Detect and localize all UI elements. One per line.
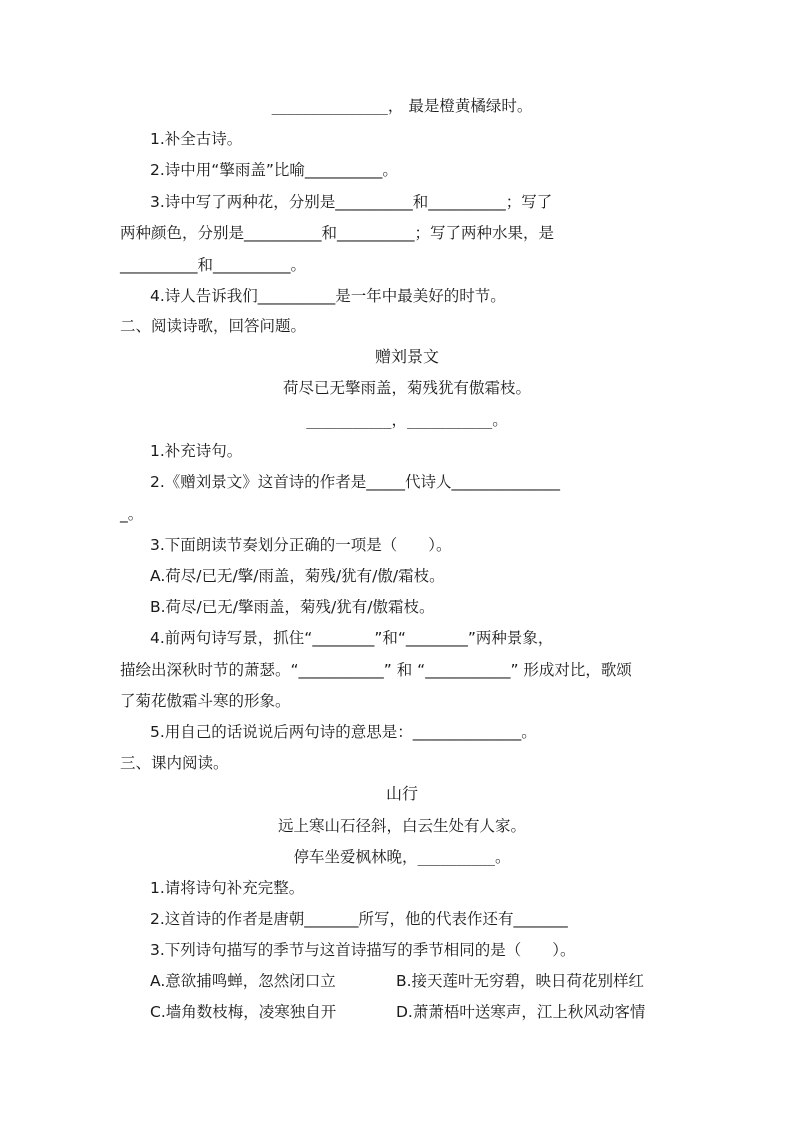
poem-title: 赠刘景文: [374, 347, 439, 366]
section-heading: 二、阅读诗歌，回答问题。: [120, 317, 307, 335]
poem-blank-line: 停车坐爱枫林晚，__________。: [293, 848, 511, 866]
question-4: 4.诗人告诉我们__________是一年中最美好的时节。: [150, 287, 506, 305]
question-4-cont: 描绘出深秋时节的萧瑟。“___________” 和 “___________” 形成对比，歌颂: [120, 661, 632, 679]
question-3: 3.诗中写了两种花，分别是__________和__________；写了: [150, 193, 553, 211]
question-1: 1.补充诗句。: [150, 442, 243, 460]
question-3: 3.下列诗句描写的季节与这首诗描写的季节相同的是（ ）。: [150, 941, 576, 959]
option-b: B.荷尽/已无/擎雨盖，菊残/犹有/傲霜枝。: [150, 598, 435, 616]
question-2: 2.这首诗的作者是唐朝_______所写，他的代表作还有_______: [150, 910, 568, 928]
poem-title: 山行: [385, 784, 418, 803]
question-4: 4.前两句诗写景，抓住“________”和“________”两种景象，: [150, 629, 554, 647]
poem-line: 荷尽已无擎雨盖，菊残犹有傲霜枝。: [282, 379, 531, 397]
question-3-cont: __________和__________。: [120, 256, 307, 274]
question-4-cont: 了菊花傲霜斗寒的形象。: [120, 692, 291, 710]
poem-line: _______________， 最是橙黄橘绿时。: [271, 97, 533, 115]
question-2: 2.诗中用“擎雨盖”比喻__________。: [150, 161, 398, 179]
option-b: B.接天莲叶无穷碧，映日荷花别样红: [396, 972, 645, 990]
option-a: A.荷尽/已无/擎/雨盖，菊残/犹有/傲/霜枝。: [150, 567, 445, 585]
question-1: 1.请将诗句补充完整。: [150, 879, 305, 897]
question-2: 2.《赠刘景文》这首诗的作者是_____代诗人______________: [150, 473, 561, 491]
section-heading: 三、课内阅读。: [120, 754, 229, 772]
option-c: C.墙角数枝梅，凌寒独自开: [150, 1003, 337, 1021]
poem-blank-line: ___________，___________。: [306, 411, 508, 429]
question-1: 1.补全古诗。: [150, 130, 243, 148]
question-5: 5.用自己的话说说后两句诗的意思是：______________。: [150, 723, 537, 741]
option-d: D.萧萧梧叶送寒声，江上秋风动客情: [396, 1003, 646, 1021]
question-2-cont: _。: [120, 505, 144, 523]
poem-line: 远上寒山石径斜，白云生处有人家。: [277, 817, 526, 835]
option-a: A.意欲捕鸣蝉，忽然闭口立: [150, 972, 336, 990]
question-3: 3.下面朗读节奏划分正确的一项是（ ）。: [150, 536, 452, 554]
question-3-cont: 两种颜色，分别是__________和__________；写了两种水果，是: [120, 224, 555, 242]
